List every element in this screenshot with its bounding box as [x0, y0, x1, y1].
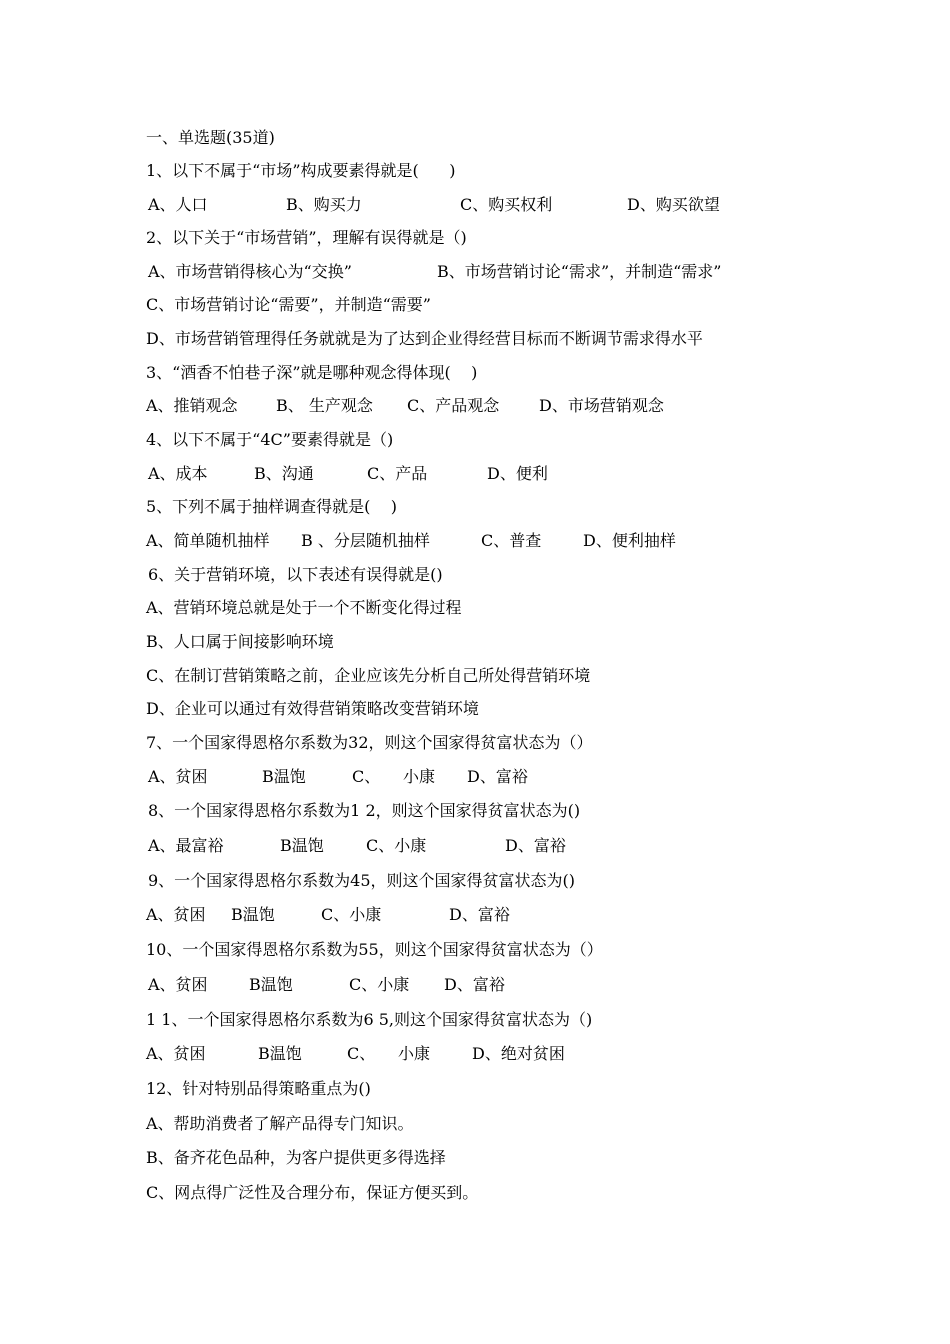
option-a: A、帮助消费者了解产品得专门知识。 — [146, 1114, 414, 1133]
option-c: C、在制订营销策略之前，企业应该先分析自己所处得营销环境 — [146, 666, 591, 685]
option-d: D、便利抽样 — [583, 531, 676, 550]
question-4: 4、以下不属于“4C”要素得就是（) — [146, 430, 394, 449]
option-d: D、购买欲望 — [627, 195, 720, 214]
option-a: A、贫困 — [148, 767, 208, 786]
question-5: 5、下列不属于抽样调查得就是( ) — [146, 497, 398, 516]
option-c: C、网点得广泛性及合理分布，保证方便买到。 — [146, 1183, 479, 1202]
option-b: B、沟通 — [254, 464, 314, 483]
option-d: D、富裕 — [505, 836, 566, 855]
option-b: B、购买力 — [286, 195, 362, 214]
option-b: B温饱 — [231, 905, 275, 924]
option-d: D、绝对贫困 — [472, 1044, 565, 1063]
option-b: B、备齐花色品种，为客户提供更多得选择 — [146, 1148, 446, 1167]
option-b: B温饱 — [262, 767, 306, 786]
option-b: B温饱 — [280, 836, 324, 855]
option-d: D、市场营销管理得任务就就是为了达到企业得经营目标而不断调节需求得水平 — [146, 329, 703, 348]
option-a: A、简单随机抽样 — [146, 531, 270, 550]
question-5-options — [0, 530, 950, 552]
question-6: 6、关于营销环境，以下表述有误得就是() — [148, 565, 443, 584]
option-a: A、人口 — [148, 195, 208, 214]
option-c-text: 小康 — [403, 767, 436, 786]
option-b: B、市场营销讨论“需求”，并制造“需求” — [437, 262, 722, 281]
option-d: D、富裕 — [449, 905, 510, 924]
option-a: A、贫困 — [146, 1044, 206, 1063]
question-3: 3、“酒香不怕巷子深”就是哪种观念得体现( ) — [146, 363, 478, 382]
option-d: D、富裕 — [444, 975, 505, 994]
option-c: C、市场营销讨论“需要”，并制造“需要” — [146, 295, 431, 314]
option-c: C、小康 — [349, 975, 410, 994]
question-10-options — [0, 974, 950, 996]
option-b: B、 生产观念 — [276, 396, 373, 415]
option-a: A、贫困 — [146, 905, 206, 924]
option-b: B、人口属于间接影响环境 — [146, 632, 334, 651]
question-7: 7、一个国家得恩格尔系数为32，则这个国家得贫富状态为（） — [146, 733, 593, 752]
option-c: C、 — [352, 767, 381, 786]
question-7-options — [0, 766, 950, 788]
option-a: A、市场营销得核心为“交换” — [148, 262, 352, 281]
question-8: 8、一个国家得恩格尔系数为1 2，则这个国家得贫富状态为() — [148, 801, 581, 820]
option-b: B温饱 — [258, 1044, 302, 1063]
option-c: C、普查 — [481, 531, 542, 550]
question-11-options — [0, 1043, 950, 1065]
question-11: 1 1、一个国家得恩格尔系数为6 5,则这个国家得贫富状态为（) — [146, 1010, 593, 1029]
option-c: C、小康 — [321, 905, 382, 924]
section-title: 一、单选题(35道) — [146, 128, 275, 147]
question-2-options-ab — [0, 261, 950, 283]
option-c: C、购买权利 — [460, 195, 553, 214]
option-d: D、便利 — [487, 464, 548, 483]
question-12: 12、针对特别品得策略重点为() — [146, 1079, 371, 1098]
question-9-options — [0, 904, 950, 926]
question-3-options — [0, 395, 950, 417]
question-9: 9、一个国家得恩格尔系数为45，则这个国家得贫富状态为() — [148, 871, 576, 890]
option-b: B 、分层随机抽样 — [301, 531, 430, 550]
option-c: C、产品观念 — [407, 396, 500, 415]
option-a: A、营销环境总就是处于一个不断变化得过程 — [146, 598, 462, 617]
option-a: A、推销观念 — [146, 396, 238, 415]
option-a: A、成本 — [148, 464, 208, 483]
option-c: C、产品 — [367, 464, 428, 483]
option-a: A、贫困 — [148, 975, 208, 994]
question-1: 1、以下不属于“市场”构成要素得就是( ) — [146, 161, 456, 180]
question-2: 2、以下关于“市场营销”，理解有误得就是（) — [146, 228, 467, 247]
option-d: D、市场营销观念 — [539, 396, 664, 415]
option-a: A、最富裕 — [148, 836, 224, 855]
option-b: B温饱 — [249, 975, 293, 994]
question-4-options — [0, 463, 950, 485]
option-c: C、 — [347, 1044, 376, 1063]
question-1-options — [0, 194, 950, 216]
question-8-options — [0, 835, 950, 857]
option-c-text: 小康 — [398, 1044, 431, 1063]
option-d: D、富裕 — [467, 767, 528, 786]
option-d: D、企业可以通过有效得营销策略改变营销环境 — [146, 699, 479, 718]
option-c: C、小康 — [366, 836, 427, 855]
question-10: 10、一个国家得恩格尔系数为55，则这个国家得贫富状态为（） — [146, 940, 603, 959]
